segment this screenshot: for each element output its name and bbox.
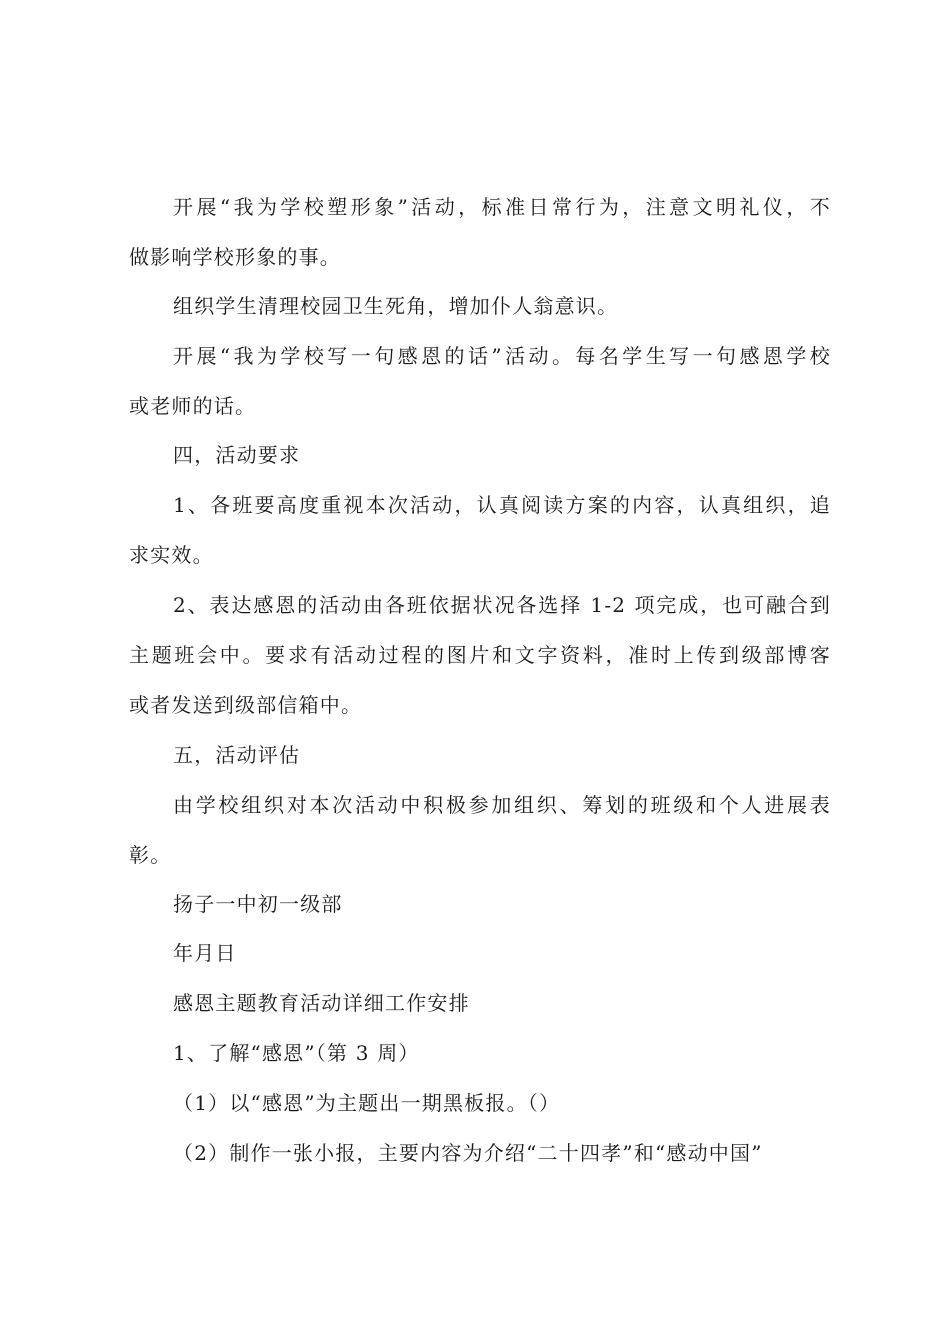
paragraph-line: 由学校组织对本次活动中积极参加组织、筹划的班级和个人进展表 bbox=[173, 793, 831, 817]
paragraph-line: 求实效。 bbox=[129, 543, 214, 567]
paragraph-line: 彰。 bbox=[129, 843, 172, 867]
paragraph-line: 组织学生清理校园卫生死角，增加仆人翁意识。 bbox=[173, 294, 619, 318]
date-line: 年月日 bbox=[173, 941, 237, 965]
section-heading: 五，活动评估 bbox=[173, 743, 301, 767]
paragraph-line: 做影响学校形象的事。 bbox=[129, 245, 341, 269]
paragraph-line: 或老师的话。 bbox=[129, 394, 257, 418]
list-item: （2）制作一张小报，主要内容为介绍“二十四孝”和“感动中国” bbox=[173, 1141, 763, 1165]
paragraph-line: 或者发送到级部信箱中。 bbox=[129, 693, 363, 717]
paragraph-line: 开展“我为学校塑形象”活动，标准日常行为，注意文明礼仪，不 bbox=[173, 195, 831, 219]
signature-line: 扬子一中初一级部 bbox=[173, 892, 343, 916]
section-heading: 四，活动要求 bbox=[173, 443, 301, 467]
list-item: （1）以“感恩”为主题出一期黑板报。（） bbox=[173, 1091, 561, 1115]
section-title: 感恩主题教育活动详细工作安排 bbox=[173, 991, 470, 1015]
paragraph-line: 主题班会中。要求有活动过程的图片和文字资料，准时上传到级部博客 bbox=[129, 643, 831, 667]
paragraph-line: 2、表达感恩的活动由各班依据状况各选择 1-2 项完成，也可融合到 bbox=[173, 593, 831, 617]
list-item: 1、了解“感恩”（第 3 周） bbox=[173, 1041, 420, 1065]
paragraph-line: 开展“我为学校写一句感恩的话”活动。每名学生写一句感恩学校 bbox=[173, 344, 831, 368]
paragraph-line: 1、各班要高度重视本次活动，认真阅读方案的内容，认真组织，追 bbox=[173, 493, 831, 517]
